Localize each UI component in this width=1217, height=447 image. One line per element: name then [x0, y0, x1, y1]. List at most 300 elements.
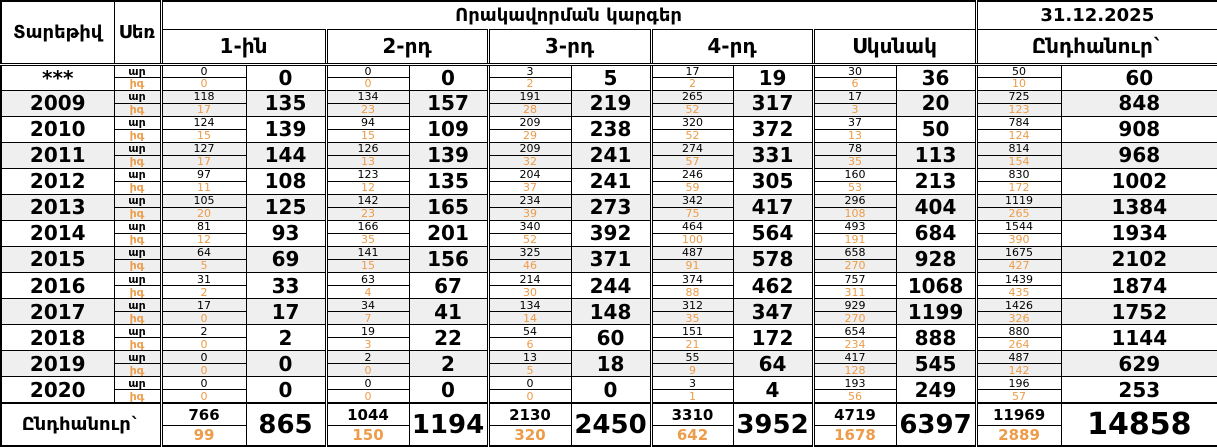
category-total: 157: [409, 90, 488, 116]
category-total: 172: [733, 325, 813, 351]
male-count: 464: [651, 220, 733, 233]
category-total: 545: [896, 351, 976, 377]
category-total: 135: [246, 90, 326, 116]
female-count: 52: [651, 129, 733, 142]
female-count: 9: [651, 364, 733, 377]
category-header-4: 4-րդ: [651, 29, 813, 64]
female-count: 100: [651, 233, 733, 246]
category-total: 0: [246, 377, 326, 403]
female-count: 35: [813, 155, 896, 168]
male-row-label: ար: [114, 273, 161, 286]
female-count: 0: [161, 338, 246, 351]
female-count: 108: [813, 207, 896, 220]
row-total: 1002: [1061, 168, 1217, 194]
overall-column-header: Ընդհանուր`: [976, 29, 1217, 64]
male-row-label: ար: [114, 325, 161, 338]
row-total: 1752: [1061, 299, 1217, 325]
male-count: 0: [161, 64, 246, 77]
total-counts-cell: [813, 403, 896, 446]
category-total: 139: [409, 142, 488, 168]
male-count: 0: [326, 377, 409, 390]
female-count: 4: [326, 286, 409, 299]
row-total: 1144: [1061, 325, 1217, 351]
male-count: 196: [976, 377, 1061, 390]
total-counts-cell: [161, 403, 246, 446]
female-row-label: իգ: [114, 181, 161, 194]
total-male-count: 3310: [653, 405, 733, 426]
category-total: 125: [246, 194, 326, 220]
category-total: 928: [896, 246, 976, 272]
female-count: 32: [488, 155, 571, 168]
female-row-label: իգ: [114, 103, 161, 116]
category-total: 41: [409, 299, 488, 325]
male-row-label: ար: [114, 351, 161, 364]
category-total: 18: [571, 351, 651, 377]
male-count: 124: [161, 116, 246, 129]
male-row-label: ար: [114, 246, 161, 259]
male-count: 105: [161, 194, 246, 207]
year-label: ***: [1, 64, 114, 90]
category-total: 156: [409, 246, 488, 272]
male-row-label: ար: [114, 194, 161, 207]
male-count: 0: [161, 351, 246, 364]
female-count: 6: [813, 77, 896, 90]
male-count: 209: [488, 116, 571, 129]
total-male-count: 1044: [328, 405, 409, 426]
category-header-2: 2-րդ: [326, 29, 488, 64]
male-count: 274: [651, 142, 733, 155]
male-count: 34: [326, 299, 409, 312]
female-count: 35: [651, 312, 733, 325]
male-count: 166: [326, 220, 409, 233]
total-counts-cell: [326, 403, 409, 446]
category-total: 113: [896, 142, 976, 168]
category-total: 0: [571, 377, 651, 403]
male-row-label: ար: [114, 142, 161, 155]
year-label: 2010: [1, 116, 114, 142]
female-count: 28: [488, 103, 571, 116]
male-count: 127: [161, 142, 246, 155]
female-count: 6: [488, 338, 571, 351]
female-count: 56: [813, 390, 896, 403]
male-count: 97: [161, 168, 246, 181]
female-count: 15: [326, 129, 409, 142]
category-total: 4: [733, 377, 813, 403]
column-total: 6397: [896, 403, 976, 446]
category-total: 93: [246, 220, 326, 246]
female-count: 435: [976, 286, 1061, 299]
male-count: 374: [651, 273, 733, 286]
female-count: 88: [651, 286, 733, 299]
male-count: 320: [651, 116, 733, 129]
male-count: 325: [488, 246, 571, 259]
male-count: 31: [161, 273, 246, 286]
male-count: 342: [651, 194, 733, 207]
female-count: 0: [161, 364, 246, 377]
female-count: 0: [161, 390, 246, 403]
category-total: 139: [246, 116, 326, 142]
male-count: 134: [488, 299, 571, 312]
female-count: 39: [488, 207, 571, 220]
female-count: 0: [326, 390, 409, 403]
female-count: 12: [161, 233, 246, 246]
row-total: 968: [1061, 142, 1217, 168]
male-count: 17: [813, 90, 896, 103]
male-count: 78: [813, 142, 896, 155]
female-count: 23: [326, 103, 409, 116]
total-counts-cell: [976, 403, 1061, 446]
category-total: 20: [896, 90, 976, 116]
total-counts-cell: [651, 403, 733, 446]
category-total: 244: [571, 273, 651, 299]
category-total: 1068: [896, 273, 976, 299]
female-count: 57: [651, 155, 733, 168]
male-row-label: ար: [114, 220, 161, 233]
female-count: 57: [976, 390, 1061, 403]
male-count: 0: [161, 377, 246, 390]
row-total: 60: [1061, 64, 1217, 90]
category-total: 2: [409, 351, 488, 377]
male-count: 1426: [976, 299, 1061, 312]
female-count: 14: [488, 312, 571, 325]
male-count: 214: [488, 273, 571, 286]
male-count: 814: [976, 142, 1061, 155]
category-total: 1199: [896, 299, 976, 325]
female-count: 5: [488, 364, 571, 377]
total-female-count: 1678: [834, 426, 876, 444]
female-count: 2: [488, 77, 571, 90]
female-count: 128: [813, 364, 896, 377]
category-total: 392: [571, 220, 651, 246]
category-total: 0: [246, 64, 326, 90]
category-total: 249: [896, 377, 976, 403]
category-total: 22: [409, 325, 488, 351]
male-count: 246: [651, 168, 733, 181]
male-count: 17: [161, 299, 246, 312]
category-header-1: 1-ին: [161, 29, 326, 64]
category-total: 462: [733, 273, 813, 299]
female-count: 265: [976, 207, 1061, 220]
female-count: 29: [488, 129, 571, 142]
male-count: 830: [976, 168, 1061, 181]
male-count: 3: [651, 377, 733, 390]
year-label: 2017: [1, 299, 114, 325]
male-count: 1119: [976, 194, 1061, 207]
category-total: 317: [733, 90, 813, 116]
female-row-label: իգ: [114, 155, 161, 168]
category-total: 64: [733, 351, 813, 377]
category-total: 273: [571, 194, 651, 220]
category-total: 148: [571, 299, 651, 325]
category-total: 67: [409, 273, 488, 299]
category-total: 564: [733, 220, 813, 246]
total-female-count: 2889: [998, 426, 1040, 444]
female-row-label: իգ: [114, 390, 161, 403]
male-count: 55: [651, 351, 733, 364]
male-count: 13: [488, 351, 571, 364]
category-total: 69: [246, 246, 326, 272]
female-count: 53: [813, 181, 896, 194]
category-total: 371: [571, 246, 651, 272]
female-row-label: իգ: [114, 286, 161, 299]
male-count: 3: [488, 64, 571, 77]
sex-column-header: Սեռ: [114, 1, 161, 64]
category-total: 305: [733, 168, 813, 194]
row-total: 908: [1061, 116, 1217, 142]
row-total: 2102: [1061, 246, 1217, 272]
female-count: 13: [326, 155, 409, 168]
male-count: 654: [813, 325, 896, 338]
year-column-header: Տարեթիվ: [1, 1, 114, 64]
category-total: 17: [246, 299, 326, 325]
male-count: 54: [488, 325, 571, 338]
female-row-label: իգ: [114, 312, 161, 325]
category-total: 135: [409, 168, 488, 194]
female-count: 2: [651, 77, 733, 90]
category-total: 19: [733, 64, 813, 90]
female-count: 52: [488, 233, 571, 246]
total-male-count: 2130: [490, 405, 571, 426]
category-total: 109: [409, 116, 488, 142]
female-count: 234: [813, 338, 896, 351]
category-total: 331: [733, 142, 813, 168]
row-total: 848: [1061, 90, 1217, 116]
category-total: 5: [571, 64, 651, 90]
category-total: 888: [896, 325, 976, 351]
female-count: 3: [326, 338, 409, 351]
male-count: 142: [326, 194, 409, 207]
male-count: 0: [326, 64, 409, 77]
male-count: 880: [976, 325, 1061, 338]
category-total: 201: [409, 220, 488, 246]
year-label: 2019: [1, 351, 114, 377]
male-count: 1439: [976, 273, 1061, 286]
female-count: 0: [488, 390, 571, 403]
male-count: 191: [488, 90, 571, 103]
male-row-label: ար: [114, 299, 161, 312]
category-total: 372: [733, 116, 813, 142]
female-count: 20: [161, 207, 246, 220]
female-count: 326: [976, 312, 1061, 325]
row-total: 253: [1061, 377, 1217, 403]
row-total: 629: [1061, 351, 1217, 377]
female-count: 311: [813, 286, 896, 299]
male-count: 929: [813, 299, 896, 312]
male-count: 50: [976, 64, 1061, 77]
male-count: 487: [976, 351, 1061, 364]
category-total: 0: [409, 377, 488, 403]
male-count: 2: [161, 325, 246, 338]
grand-total-label: Ընդհանուր`: [1, 403, 161, 446]
year-label: 2015: [1, 246, 114, 272]
year-label: 2016: [1, 273, 114, 299]
female-row-label: իգ: [114, 77, 161, 90]
male-count: 30: [813, 64, 896, 77]
female-count: 124: [976, 129, 1061, 142]
male-count: 64: [161, 246, 246, 259]
male-count: 94: [326, 116, 409, 129]
category-total: 578: [733, 246, 813, 272]
female-count: 7: [326, 312, 409, 325]
female-count: 17: [161, 103, 246, 116]
female-count: 0: [161, 312, 246, 325]
category-total: 36: [896, 64, 976, 90]
male-count: 63: [326, 273, 409, 286]
female-count: 10: [976, 77, 1061, 90]
female-count: 75: [651, 207, 733, 220]
total-female-count: 99: [193, 426, 215, 444]
category-total: 33: [246, 273, 326, 299]
female-count: 46: [488, 259, 571, 272]
female-count: 35: [326, 233, 409, 246]
female-count: 427: [976, 259, 1061, 272]
total-male-count: 4719: [815, 405, 896, 426]
female-count: 15: [161, 129, 246, 142]
category-total: 50: [896, 116, 976, 142]
category-total: 60: [571, 325, 651, 351]
female-count: 2: [161, 286, 246, 299]
male-count: 340: [488, 220, 571, 233]
female-count: 13: [813, 129, 896, 142]
male-row-label: ար: [114, 377, 161, 390]
category-total: 347: [733, 299, 813, 325]
female-count: 59: [651, 181, 733, 194]
male-count: 725: [976, 90, 1061, 103]
female-count: 270: [813, 312, 896, 325]
column-total: 1194: [409, 403, 488, 446]
female-count: 15: [326, 259, 409, 272]
female-count: 23: [326, 207, 409, 220]
female-count: 21: [651, 338, 733, 351]
male-count: 1675: [976, 246, 1061, 259]
female-count: 91: [651, 259, 733, 272]
male-count: 1544: [976, 220, 1061, 233]
category-total: 0: [409, 64, 488, 90]
total-female-count: 150: [352, 426, 384, 444]
category-total: 238: [571, 116, 651, 142]
female-row-label: իգ: [114, 207, 161, 220]
category-total: 219: [571, 90, 651, 116]
year-label: 2013: [1, 194, 114, 220]
female-count: 142: [976, 364, 1061, 377]
female-count: 172: [976, 181, 1061, 194]
male-count: 118: [161, 90, 246, 103]
female-count: 0: [326, 77, 409, 90]
female-count: 30: [488, 286, 571, 299]
male-count: 126: [326, 142, 409, 155]
female-count: 5: [161, 259, 246, 272]
year-label: 2012: [1, 168, 114, 194]
male-count: 209: [488, 142, 571, 155]
female-count: 11: [161, 181, 246, 194]
female-count: 52: [651, 103, 733, 116]
row-total: 1934: [1061, 220, 1217, 246]
male-count: 151: [651, 325, 733, 338]
female-count: 270: [813, 259, 896, 272]
category-total: 241: [571, 142, 651, 168]
male-count: 0: [488, 377, 571, 390]
year-label: 2020: [1, 377, 114, 403]
category-header-5: Սկսնակ: [813, 29, 976, 64]
male-count: 193: [813, 377, 896, 390]
year-label: 2018: [1, 325, 114, 351]
male-count: 37: [813, 116, 896, 129]
column-total: 2450: [571, 403, 651, 446]
female-count: 390: [976, 233, 1061, 246]
female-row-label: իգ: [114, 233, 161, 246]
female-count: 12: [326, 181, 409, 194]
male-row-label: ար: [114, 90, 161, 103]
category-total: 684: [896, 220, 976, 246]
male-count: 417: [813, 351, 896, 364]
female-count: 0: [161, 77, 246, 90]
column-total: 865: [246, 403, 326, 446]
male-count: 2: [326, 351, 409, 364]
male-row-label: ար: [114, 116, 161, 129]
total-male-count: 766: [163, 405, 246, 426]
row-total: 1384: [1061, 194, 1217, 220]
male-count: 296: [813, 194, 896, 207]
category-total: 417: [733, 194, 813, 220]
male-count: 658: [813, 246, 896, 259]
category-total: 404: [896, 194, 976, 220]
male-count: 81: [161, 220, 246, 233]
total-male-count: 11969: [978, 405, 1061, 426]
category-total: 241: [571, 168, 651, 194]
column-total: 3952: [733, 403, 813, 446]
category-total: 108: [246, 168, 326, 194]
category-total: 144: [246, 142, 326, 168]
male-row-label: ար: [114, 168, 161, 181]
male-count: 493: [813, 220, 896, 233]
male-count: 123: [326, 168, 409, 181]
report-date-header: 31.12.2025: [976, 1, 1217, 29]
total-female-count: 642: [676, 426, 709, 444]
female-row-label: իգ: [114, 259, 161, 272]
male-count: 265: [651, 90, 733, 103]
category-total: 213: [896, 168, 976, 194]
female-count: 17: [161, 155, 246, 168]
female-row-label: իգ: [114, 129, 161, 142]
grand-total: 14858: [1061, 403, 1217, 446]
male-count: 19: [326, 325, 409, 338]
male-count: 134: [326, 90, 409, 103]
category-total: 0: [246, 351, 326, 377]
female-count: 154: [976, 155, 1061, 168]
year-label: 2009: [1, 90, 114, 116]
male-count: 784: [976, 116, 1061, 129]
female-count: 264: [976, 338, 1061, 351]
year-label: 2011: [1, 142, 114, 168]
female-count: 37: [488, 181, 571, 194]
female-count: 1: [651, 390, 733, 403]
category-total: 165: [409, 194, 488, 220]
male-count: 204: [488, 168, 571, 181]
female-row-label: իգ: [114, 338, 161, 351]
category-header-3: 3-րդ: [488, 29, 651, 64]
male-count: 141: [326, 246, 409, 259]
female-row-label: իգ: [114, 364, 161, 377]
male-row-label: ար: [114, 64, 161, 77]
female-count: 191: [813, 233, 896, 246]
female-count: 3: [813, 103, 896, 116]
male-count: 17: [651, 64, 733, 77]
row-total: 1874: [1061, 273, 1217, 299]
male-count: 160: [813, 168, 896, 181]
male-count: 487: [651, 246, 733, 259]
qualification-categories-header: Որակավորման կարգեր: [161, 1, 976, 29]
category-total: 2: [246, 325, 326, 351]
